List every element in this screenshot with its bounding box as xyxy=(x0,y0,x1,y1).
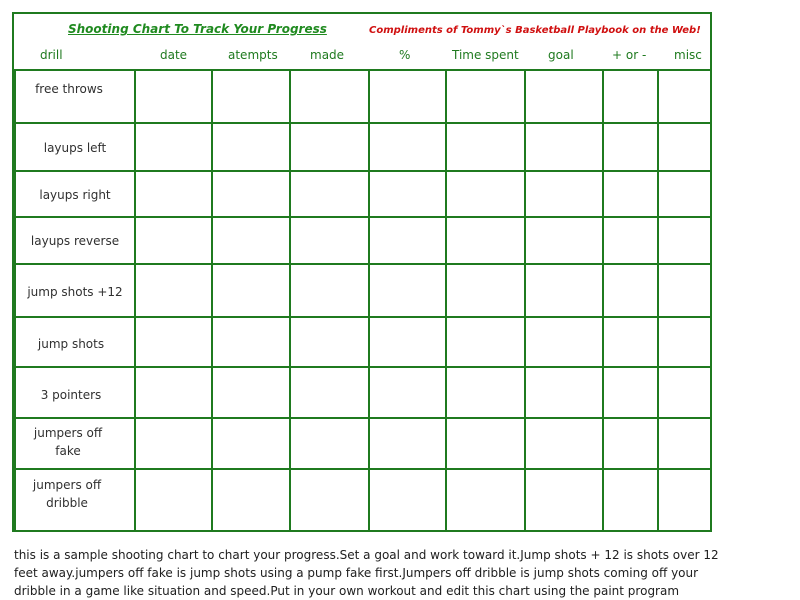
grid-column-line xyxy=(134,69,136,530)
col-header-attempts: atempts xyxy=(228,48,278,62)
row-label-layups-right: layups right xyxy=(39,188,111,202)
grid-column-line xyxy=(211,69,213,530)
row-label-jump-shots: jump shots xyxy=(37,337,105,351)
footer-note: this is a sample shooting chart to chart your progress.Set a goal and work toward it.Jump shots + 12 is shots over 12 feet away.jumpers off fake is jump shots using a pump fake first.Jumpers off dribble is jump shots coming off your dribble in a game like situation and speed.Put in your own workout and edit this chart using the paint program xyxy=(14,548,719,598)
col-header-misc: misc xyxy=(674,48,702,62)
grid-column-line xyxy=(657,69,659,530)
grid-row-line xyxy=(16,122,710,124)
chart-title: Shooting Chart To Track Your Progress xyxy=(68,22,327,36)
row-label-jumpers-off-dribble: jumpers off dribble xyxy=(32,478,102,510)
row-label-layups-left: layups left xyxy=(43,141,107,155)
col-header-drill: drill xyxy=(40,48,63,62)
row-label-3-pointers: 3 pointers xyxy=(40,388,102,402)
grid-row-line xyxy=(16,468,710,470)
col-header-made: made xyxy=(310,48,345,62)
col-header-goal: goal xyxy=(548,48,574,62)
grid-column-line xyxy=(289,69,291,530)
shooting-chart xyxy=(12,12,712,532)
col-header-plus-minus: + or - xyxy=(612,48,647,62)
row-label-layups-reverse: layups reverse xyxy=(30,234,120,248)
grid-row-line xyxy=(16,316,710,318)
grid-row-line xyxy=(16,366,710,368)
grid-row-line xyxy=(16,216,710,218)
grid-row-line xyxy=(16,170,710,172)
grid-column-line xyxy=(445,69,447,530)
row-label-jumpers-off-fake: jumpers off fake xyxy=(33,426,103,458)
col-header-percent: % xyxy=(399,48,411,62)
credit-line: Compliments of Tommy`s Basketball Playbook on the Web! xyxy=(369,25,701,36)
col-header-time-spent: Time spent xyxy=(452,48,519,62)
grid-column-line xyxy=(602,69,604,530)
grid-row-line xyxy=(16,417,710,419)
grid-column-line xyxy=(368,69,370,530)
row-label-free-throws: free throws xyxy=(35,82,103,96)
row-label-jump-shots-12: jump shots +12 xyxy=(27,285,123,299)
grid-row-line xyxy=(16,263,710,265)
grid-column-line xyxy=(524,69,526,530)
col-header-date: date xyxy=(160,48,188,62)
grid-row-line xyxy=(16,69,710,71)
